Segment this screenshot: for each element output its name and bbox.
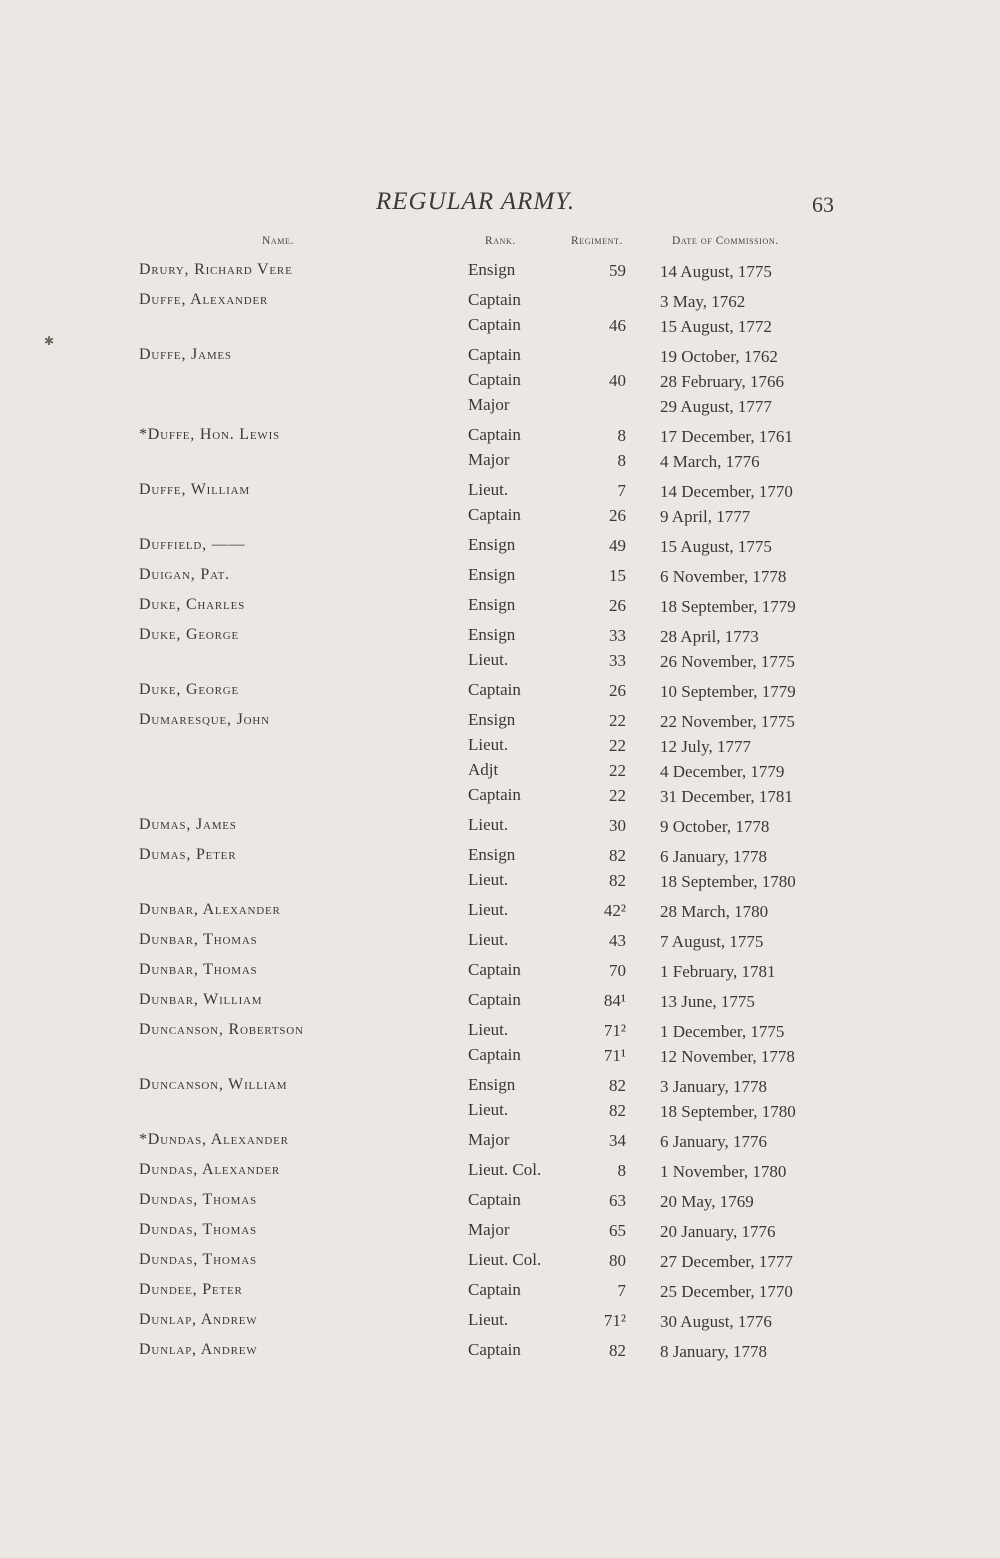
commission-rank: Captain — [468, 1045, 521, 1064]
commission-rank: Lieut. — [468, 1310, 509, 1329]
commission-row — [0, 709, 1000, 734]
commission-row — [0, 1129, 1000, 1154]
commission-row — [0, 314, 1000, 339]
commission-regiment: 34 — [609, 1131, 626, 1150]
commission-rank: Lieut. — [468, 900, 509, 919]
officer-name: Drury, Richard Vere — [139, 261, 293, 278]
commission-row — [0, 734, 1000, 759]
commission-rank: Lieut. — [468, 1100, 509, 1119]
commission-date: 6 January, 1776 — [660, 1132, 768, 1151]
commission-row — [0, 989, 1000, 1014]
commission-regiment: 15 — [609, 566, 626, 585]
commission-regiment: 43 — [609, 931, 626, 950]
commission-regiment: 71² — [603, 1021, 626, 1040]
commission-rank: Ensign — [468, 595, 516, 614]
commission-row — [0, 564, 1000, 589]
commission-regiment: 59 — [609, 261, 626, 280]
commission-date: 22 November, 1775 — [660, 712, 795, 731]
commission-row — [0, 369, 1000, 394]
officer-name: Duigan, Pat. — [139, 566, 230, 583]
commission-regiment: 26 — [609, 681, 626, 700]
officer-entry — [0, 1159, 1000, 1184]
commission-date: 6 January, 1778 — [660, 847, 768, 866]
commission-list — [0, 259, 1000, 1364]
officer-entry — [0, 424, 1000, 474]
commission-date: 12 November, 1778 — [660, 1047, 795, 1066]
officer-entry — [0, 259, 1000, 284]
commission-row — [0, 1189, 1000, 1214]
commission-row — [0, 814, 1000, 839]
officer-entry — [0, 1219, 1000, 1244]
commission-regiment: 80 — [609, 1251, 626, 1270]
commission-date: 12 July, 1777 — [660, 737, 751, 756]
officer-name: Dunbar, Alexander — [139, 901, 281, 918]
commission-row — [0, 1019, 1000, 1044]
commission-row — [0, 534, 1000, 559]
commission-date: 20 January, 1776 — [660, 1222, 776, 1241]
commission-regiment: 42² — [603, 901, 626, 920]
officer-name: Dundee, Peter — [139, 1281, 243, 1298]
column-header-regiment: Regiment. — [571, 235, 623, 247]
commission-date: 17 December, 1761 — [660, 427, 793, 446]
commission-rank: Ensign — [468, 625, 516, 644]
commission-date: 15 August, 1772 — [660, 317, 772, 336]
officer-entry — [0, 534, 1000, 559]
commission-rank: Captain — [468, 1190, 521, 1209]
officer-entry — [0, 1249, 1000, 1274]
commission-row — [0, 844, 1000, 869]
officer-name: Dunbar, Thomas — [139, 961, 258, 978]
commission-rank: Lieut. — [468, 815, 509, 834]
commission-rank: Captain — [468, 785, 521, 804]
commission-rank: Major — [468, 1220, 510, 1239]
commission-regiment: 84¹ — [603, 991, 626, 1010]
commission-rank: Lieut. — [468, 930, 509, 949]
commission-rank: Ensign — [468, 260, 516, 279]
officer-entry — [0, 289, 1000, 339]
officer-entry — [0, 899, 1000, 924]
commission-regiment: 33 — [609, 651, 626, 670]
commission-row — [0, 289, 1000, 314]
commission-regiment: 22 — [609, 786, 626, 805]
commission-date: 27 December, 1777 — [660, 1252, 793, 1271]
officer-entry — [0, 1189, 1000, 1214]
commission-rank: Captain — [468, 990, 521, 1009]
commission-date: 19 October, 1762 — [660, 347, 778, 366]
officer-entry — [0, 344, 1000, 419]
commission-row — [0, 504, 1000, 529]
commission-date: 18 September, 1780 — [660, 1102, 796, 1121]
commission-rank: Ensign — [468, 565, 516, 584]
commission-rank: Lieut. — [468, 480, 509, 499]
commission-date: 29 August, 1777 — [660, 397, 772, 416]
officer-name: Dundas, Thomas — [139, 1221, 257, 1238]
commission-regiment: 49 — [609, 536, 626, 555]
officer-name: *Duffe, Hon. Lewis — [139, 426, 280, 443]
commission-regiment: 7 — [617, 481, 626, 500]
commission-rank: Major — [468, 395, 510, 414]
officer-entry — [0, 844, 1000, 894]
officer-name: Dunlap, Andrew — [139, 1311, 258, 1328]
officer-name: Dumas, James — [139, 816, 237, 833]
officer-entry — [0, 1309, 1000, 1334]
commission-date: 3 January, 1778 — [660, 1077, 768, 1096]
commission-rank: Ensign — [468, 1075, 516, 1094]
commission-row — [0, 759, 1000, 784]
commission-date: 4 December, 1779 — [660, 762, 785, 781]
commission-regiment: 63 — [609, 1191, 626, 1210]
officer-name: Dundas, Thomas — [139, 1191, 257, 1208]
officer-entry — [0, 594, 1000, 619]
officer-entry — [0, 1129, 1000, 1154]
commission-row — [0, 1074, 1000, 1099]
commission-regiment: 46 — [609, 316, 626, 335]
commission-date: 4 March, 1776 — [660, 452, 760, 471]
commission-regiment: 82 — [609, 846, 626, 865]
officer-name: Dunbar, Thomas — [139, 931, 258, 948]
commission-row — [0, 784, 1000, 809]
commission-row — [0, 1309, 1000, 1334]
commission-row — [0, 1044, 1000, 1069]
commission-row — [0, 1159, 1000, 1184]
officer-name: Duffe, James — [139, 346, 232, 363]
commission-regiment: 71¹ — [603, 1046, 626, 1065]
commission-row — [0, 1249, 1000, 1274]
officer-name: Duffe, Alexander — [139, 291, 269, 308]
commission-rank: Captain — [468, 680, 521, 699]
commission-date: 1 December, 1775 — [660, 1022, 785, 1041]
officer-name: *Dundas, Alexander — [139, 1131, 289, 1148]
officer-name: Dumaresque, John — [139, 711, 270, 728]
officer-name: Dunlap, Andrew — [139, 1341, 258, 1358]
officer-name: Duke, George — [139, 681, 239, 698]
commission-row — [0, 424, 1000, 449]
commission-row — [0, 479, 1000, 504]
commission-date: 13 June, 1775 — [660, 992, 755, 1011]
commission-row — [0, 344, 1000, 369]
commission-date: 30 August, 1776 — [660, 1312, 772, 1331]
officer-entry — [0, 479, 1000, 529]
officer-entry — [0, 1019, 1000, 1069]
commission-regiment: 30 — [609, 816, 626, 835]
officer-entry — [0, 624, 1000, 674]
commission-rank: Captain — [468, 425, 521, 444]
commission-date: 26 November, 1775 — [660, 652, 795, 671]
commission-rank: Captain — [468, 1340, 521, 1359]
commission-rank: Ensign — [468, 845, 516, 864]
officer-entry — [0, 1279, 1000, 1304]
commission-date: 14 August, 1775 — [660, 262, 772, 281]
officer-entry — [0, 814, 1000, 839]
commission-date: 9 April, 1777 — [660, 507, 751, 526]
column-header-name: Name. — [262, 235, 294, 247]
commission-regiment: 82 — [609, 871, 626, 890]
commission-date: 25 December, 1770 — [660, 1282, 793, 1301]
commission-rank: Captain — [468, 505, 521, 524]
commission-rank: Lieut. — [468, 870, 509, 889]
commission-row — [0, 929, 1000, 954]
commission-rank: Captain — [468, 1280, 521, 1299]
commission-regiment: 22 — [609, 761, 626, 780]
commission-rank: Lieut. — [468, 1020, 509, 1039]
commission-row — [0, 1339, 1000, 1364]
commission-date: 14 December, 1770 — [660, 482, 793, 501]
commission-date: 31 December, 1781 — [660, 787, 793, 806]
commission-date: 1 November, 1780 — [660, 1162, 787, 1181]
officer-name: Duffield, —— — [139, 536, 246, 553]
commission-date: 15 August, 1775 — [660, 537, 772, 556]
commission-regiment: 8 — [617, 1161, 626, 1180]
commission-date: 10 September, 1779 — [660, 682, 796, 701]
officer-name: Duncanson, Robertson — [139, 1021, 304, 1038]
column-header-rank: Rank. — [485, 235, 516, 247]
commission-date: 1 February, 1781 — [660, 962, 776, 981]
officer-name: Dundas, Alexander — [139, 1161, 280, 1178]
commission-row — [0, 259, 1000, 284]
commission-rank: Captain — [468, 960, 521, 979]
commission-regiment: 71² — [603, 1311, 626, 1330]
commission-regiment: 33 — [609, 626, 626, 645]
ink-speck-mark: ✱ — [44, 334, 55, 348]
commission-date: 28 April, 1773 — [660, 627, 759, 646]
commission-row — [0, 1099, 1000, 1124]
commission-regiment: 82 — [609, 1341, 626, 1360]
commission-row — [0, 679, 1000, 704]
commission-row — [0, 1219, 1000, 1244]
commission-date: 18 September, 1780 — [660, 872, 796, 891]
commission-rank: Captain — [468, 290, 521, 309]
commission-regiment: 82 — [609, 1076, 626, 1095]
commission-regiment: 8 — [617, 426, 626, 445]
commission-date: 28 February, 1766 — [660, 372, 785, 391]
officer-entry — [0, 959, 1000, 984]
commission-regiment: 65 — [609, 1221, 626, 1240]
commission-date: 20 May, 1769 — [660, 1192, 754, 1211]
commission-row — [0, 594, 1000, 619]
officer-entry — [0, 1339, 1000, 1364]
officer-name: Duke, Charles — [139, 596, 246, 613]
commission-rank: Adjt — [468, 760, 499, 779]
commission-regiment: 26 — [609, 506, 626, 525]
officer-entry — [0, 1074, 1000, 1124]
commission-row — [0, 869, 1000, 894]
commission-rank: Lieut. — [468, 735, 509, 754]
commission-date: 7 August, 1775 — [660, 932, 764, 951]
officer-entry — [0, 989, 1000, 1014]
commission-regiment: 8 — [617, 451, 626, 470]
commission-row — [0, 959, 1000, 984]
officer-name: Duffe, William — [139, 481, 250, 498]
officer-entry — [0, 929, 1000, 954]
commission-row — [0, 899, 1000, 924]
commission-date: 28 March, 1780 — [660, 902, 769, 921]
commission-row — [0, 1279, 1000, 1304]
commission-regiment: 70 — [609, 961, 626, 980]
officer-name: Duncanson, William — [139, 1076, 288, 1093]
officer-name: Dundas, Thomas — [139, 1251, 257, 1268]
commission-regiment: 7 — [617, 1281, 626, 1300]
commission-row — [0, 449, 1000, 474]
commission-rank: Major — [468, 1130, 510, 1149]
column-header-date: Date of Commission. — [672, 235, 779, 247]
officer-entry — [0, 709, 1000, 809]
commission-regiment: 22 — [609, 711, 626, 730]
commission-row — [0, 624, 1000, 649]
commission-rank: Lieut. Col. — [468, 1160, 542, 1179]
officer-entry — [0, 679, 1000, 704]
page-number: 63 — [812, 192, 834, 217]
officer-entry — [0, 564, 1000, 589]
commission-rank: Lieut. — [468, 650, 509, 669]
officer-name: Dumas, Peter — [139, 846, 237, 863]
commission-rank: Ensign — [468, 535, 516, 554]
officer-name: Dunbar, William — [139, 991, 263, 1008]
commission-row — [0, 394, 1000, 419]
running-title: REGULAR ARMY. — [376, 188, 576, 215]
commission-regiment: 82 — [609, 1101, 626, 1120]
officer-name: Duke, George — [139, 626, 239, 643]
commission-rank: Captain — [468, 345, 521, 364]
commission-rank: Captain — [468, 315, 521, 334]
commission-row — [0, 649, 1000, 674]
commission-rank: Major — [468, 450, 510, 469]
commission-rank: Lieut. Col. — [468, 1250, 542, 1269]
commission-date: 3 May, 1762 — [660, 292, 746, 311]
commission-date: 9 October, 1778 — [660, 817, 770, 836]
commission-regiment: 26 — [609, 596, 626, 615]
commission-date: 18 September, 1779 — [660, 597, 796, 616]
commission-rank: Captain — [468, 370, 521, 389]
commission-date: 8 January, 1778 — [660, 1342, 768, 1361]
commission-rank: Ensign — [468, 710, 516, 729]
commission-date: 6 November, 1778 — [660, 567, 787, 586]
commission-regiment: 40 — [609, 371, 626, 390]
commission-regiment: 22 — [609, 736, 626, 755]
